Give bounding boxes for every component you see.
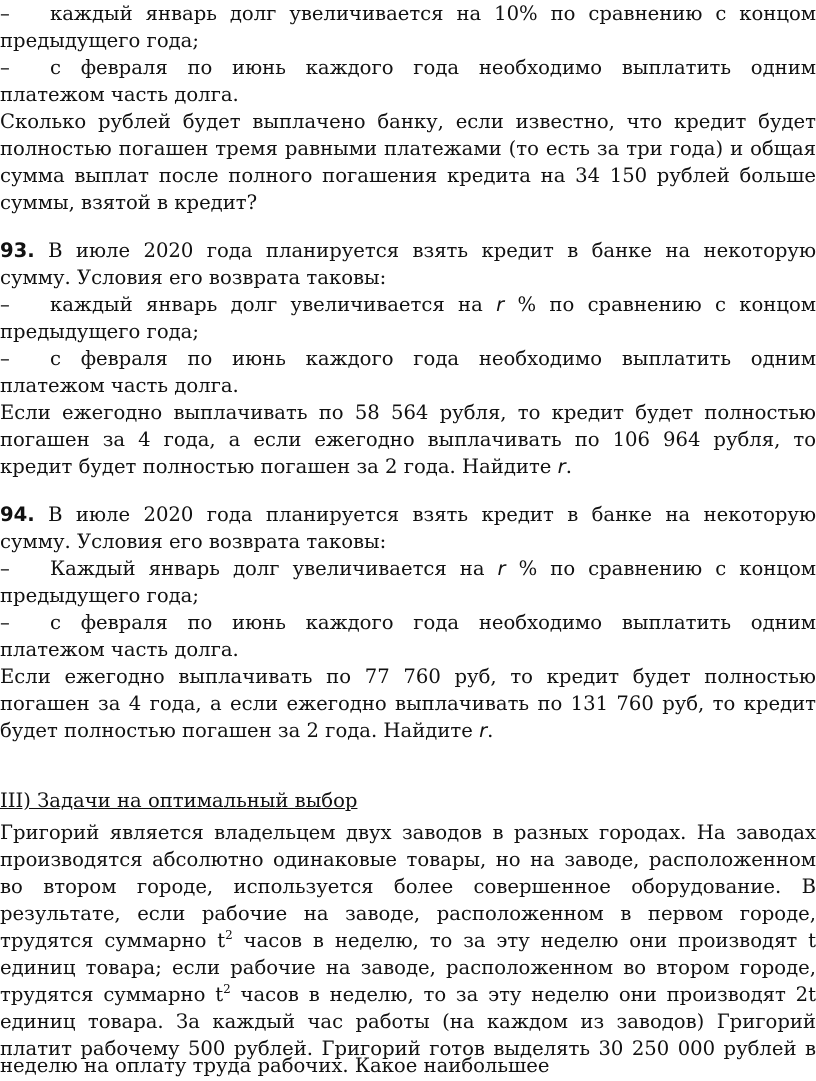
problem-93-question: кредит будет полностью погашен за 2 года. Найдите r. <box>0 455 572 478</box>
variable-r: r <box>479 719 488 742</box>
problem-93-condition-2-text: с февраля по июнь каждого года необходимо выплатить одним <box>50 347 816 370</box>
section-paragraph-line: результате, если рабочие на заводе, расположенном в первом городе, <box>0 902 816 925</box>
problem-93-condition-2 <box>0 344 816 373</box>
problem-94-condition-1-cont: предыдущего года; <box>0 584 199 607</box>
intro-condition-2-cont: платежом часть долга. <box>0 83 239 106</box>
intro-condition-1-cont: предыдущего года; <box>0 29 199 52</box>
section-heading-text: III) Задачи на оптимальный выбор <box>0 789 358 812</box>
problem-94-question: будет полностью погашен за 2 года. Найдите r. <box>0 719 494 742</box>
superscript: 2 <box>225 928 233 942</box>
problem-93-text: погашен за 4 года, а если ежегодно выплачивать по 106 964 рубля, то <box>0 428 816 451</box>
intro-question-line: Сколько рублей будет выплачено банку, если известно, что кредит будет <box>0 110 816 133</box>
list-dash: – <box>0 347 10 370</box>
variable-r: r <box>496 293 505 316</box>
list-dash: – <box>0 56 10 79</box>
intro-question-line: полностью погашен тремя равными платежами (то есть за три года) и общая <box>0 137 816 160</box>
section-paragraph-line: во втором городе, используется более совершенное оборудование. В <box>0 875 816 898</box>
section-paragraph-line: трудятся суммарно $t^2$ часов в неделю, то за эту неделю они производят 2t <box>0 982 816 1006</box>
section-paragraph-line: производятся абсолютно одинаковые товары, но на заводе, расположенном <box>0 848 816 871</box>
intro-condition-2-text: с февраля по июнь каждого года необходимо выплатить одним <box>50 56 816 79</box>
section-heading <box>0 786 816 815</box>
list-dash: – <box>0 2 10 25</box>
section-paragraph-line: единиц товара; если рабочие на заводе, расположенном во втором городе, <box>0 956 816 979</box>
variable-r: r <box>497 557 506 580</box>
problem-93-condition-1 <box>0 290 816 319</box>
problem-94-condition-2 <box>0 608 816 637</box>
intro-condition-2 <box>0 53 816 82</box>
intro-condition-1 <box>0 0 816 28</box>
problem-93-line-2: сумму. Условия его возврата таковы: <box>0 266 387 289</box>
problem-94-line-1 <box>0 500 816 529</box>
list-dash: – <box>0 557 10 580</box>
intro-question-line: сумма выплат после полного погашения кредита на 34 150 рублей больше <box>0 164 816 187</box>
problem-93-condition-1-cont: предыдущего года; <box>0 320 199 343</box>
problem-94-condition-1 <box>0 554 816 583</box>
list-dash: – <box>0 611 10 634</box>
problem-93-condition-2-cont: платежом часть долга. <box>0 374 239 397</box>
problem-94-condition-1-text: Каждый январь долг увеличивается на r % по сравнению с концом <box>50 557 816 580</box>
problem-94-text: Если ежегодно выплачивать по 77 760 руб, то кредит будет полностью <box>0 665 816 688</box>
section-paragraph-line: трудятся суммарно $t^2$ часов в неделю, то за эту неделю они производят t <box>0 928 816 952</box>
problem-93-intro: В июле 2020 года планируется взять кредит в банке на некоторую <box>48 239 816 262</box>
list-dash: – <box>0 293 10 316</box>
problem-94-condition-2-cont: платежом часть долга. <box>0 638 239 661</box>
intro-question-line: суммы, взятой в кредит? <box>0 191 258 214</box>
problem-93-number: 93. <box>0 239 35 262</box>
section-paragraph-line: Григорий является владельцем двух заводов в разных городах. На заводах <box>0 821 816 844</box>
section-paragraph-line: единиц товара. За каждый час работы (на каждом из заводов) Григорий <box>0 1010 816 1033</box>
problem-93-text: Если ежегодно выплачивать по 58 564 рубля, то кредит будет полностью <box>0 401 816 424</box>
problem-93-line-1 <box>0 236 816 265</box>
problem-94-text: погашен за 4 года, а если ежегодно выплачивать по 131 760 руб, то кредит <box>0 692 816 715</box>
section-paragraph-line: неделю на оплату труда рабочих. Какое наибольшее <box>0 1054 550 1077</box>
section-paragraph-line: платит рабочему 500 рублей. Григорий готов выделять 30 250 000 рублей в <box>0 1037 816 1060</box>
problem-94-number: 94. <box>0 503 35 526</box>
problem-94-intro: В июле 2020 года планируется взять кредит в банке на некоторую <box>48 503 816 526</box>
problem-94-condition-2-text: с февраля по июнь каждого года необходимо выплатить одним <box>50 611 816 634</box>
problem-94-line-2: сумму. Условия его возврата таковы: <box>0 530 387 553</box>
variable-r: r <box>557 455 566 478</box>
intro-condition-1-text: каждый январь долг увеличивается на 10% по сравнению с концом <box>50 2 816 25</box>
problem-93-condition-1-text: каждый январь долг увеличивается на r % по сравнению с концом <box>50 293 816 316</box>
superscript: 2 <box>223 982 231 996</box>
